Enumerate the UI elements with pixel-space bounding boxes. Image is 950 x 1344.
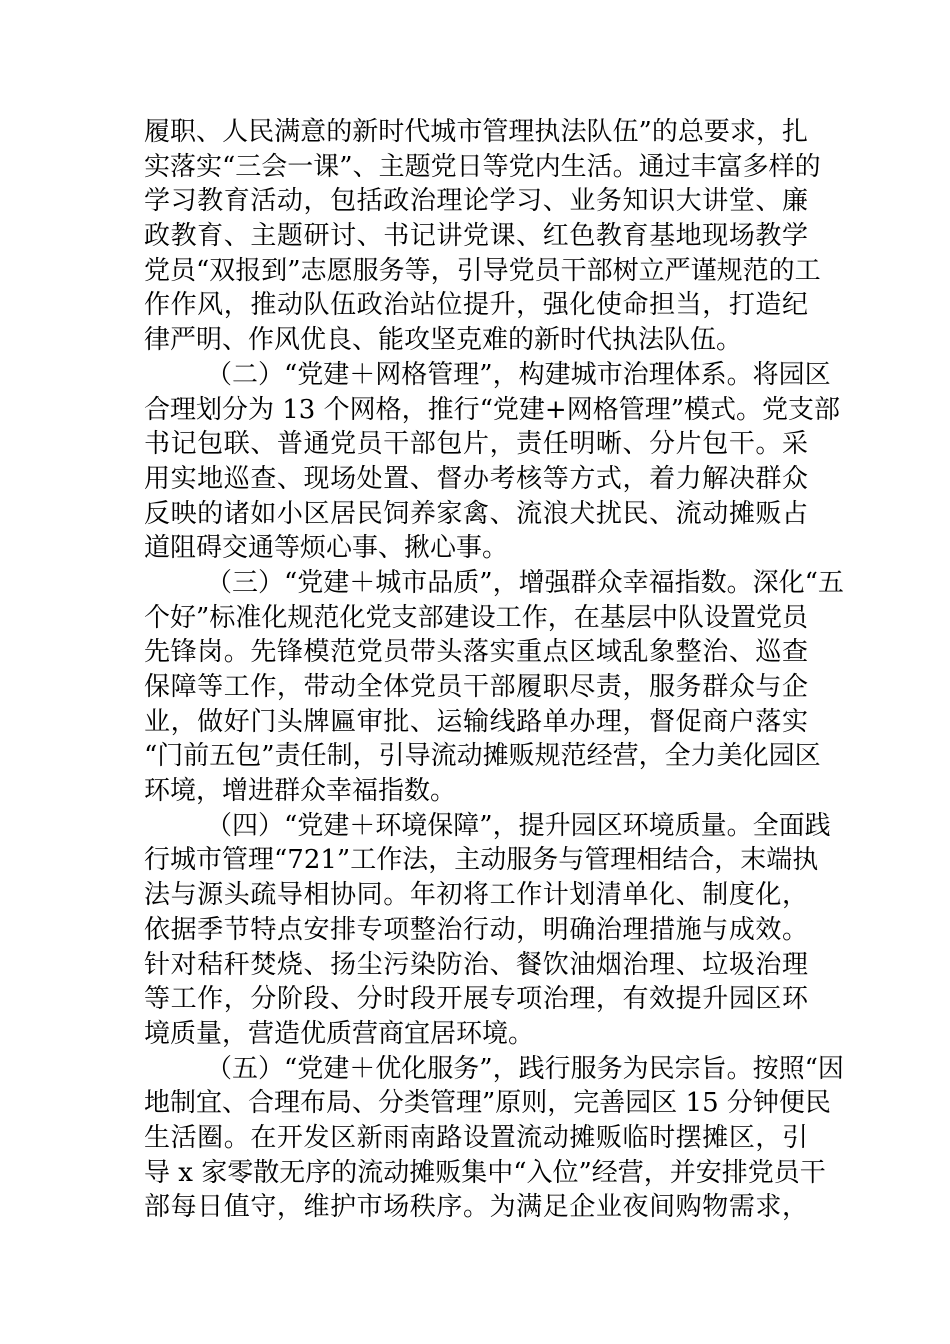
- text-line: 行城市管理“721”工作法，主动服务与管理相结合，末端执: [144, 845, 819, 876]
- text-line: 依据季节特点安排专项整治行动，明确治理措施与成效。: [144, 914, 808, 945]
- section-heading-line: （三）“党建＋城市品质”，增强群众幸福指数。深化“五: [206, 567, 844, 598]
- text-line: 书记包联、普通党员干部包片，责任明晰、分片包干。采: [144, 429, 808, 460]
- text-line: 地制宜、合理布局、分类管理”原则，完善园区 15 分钟便民: [144, 1088, 831, 1119]
- text-line: 业，做好门头牌匾审批、运输线路单办理，督促商户落实: [144, 706, 808, 737]
- text-line: 反映的诸如小区居民饲养家禽、流浪犬扰民、流动摊贩占: [144, 498, 808, 529]
- text-line: 党员“双报到”志愿服务等，引导党员干部树立严谨规范的工: [144, 255, 821, 286]
- text-line: 作作风，推动队伍政治站位提升，强化使命担当，打造纪: [144, 290, 808, 321]
- text-line: 部每日值守，维护市场秩序。为满足企业夜间购物需求，: [144, 1192, 808, 1223]
- section-heading-line: （五）“党建＋优化服务”，践行服务为民宗旨。按照“因: [206, 1053, 844, 1084]
- text-line: 针对秸秆焚烧、扬尘污染防治、餐饮油烟治理、垃圾治理: [144, 949, 808, 980]
- text-line: 等工作，分阶段、分时段开展专项治理，有效提升园区环: [144, 984, 808, 1015]
- text-line: 个好”标准化规范化党支部建设工作，在基层中队设置党员: [144, 602, 808, 633]
- text-line: 法与源头疏导相协同。年初将工作计划清单化、制度化，: [144, 880, 808, 911]
- text-line: 环境，增进群众幸福指数。: [144, 776, 457, 807]
- text-line: “门前五包”责任制，引导流动摊贩规范经营，全力美化园区: [144, 741, 821, 772]
- text-line: 律严明、作风优良、能攻坚克难的新时代执法队伍。: [144, 325, 743, 356]
- section-heading-line: （二）“党建＋网格管理”，构建城市治理体系。将园区: [206, 359, 831, 390]
- text-line: 履职、人民满意的新时代城市管理执法队伍”的总要求，扎: [144, 117, 808, 147]
- text-line: 导 x 家零散无序的流动摊贩集中“入位”经营，并安排党员干: [144, 1157, 826, 1188]
- text-line: 政教育、主题研讨、书记讲党课、红色教育基地现场教学: [144, 221, 808, 252]
- text-line: 先锋岗。先锋模范党员带头落实重点区域乱象整治、巡查: [144, 637, 808, 668]
- section-heading-line: （四）“党建＋环境保障”，提升园区环境质量。全面践: [206, 810, 831, 841]
- text-line: 实落实“三会一课”、主题党日等党内生活。通过丰富多样的: [144, 151, 821, 182]
- text-line: 道阻碍交通等烦心事、揪心事。: [144, 533, 509, 564]
- text-line: 保障等工作，带动全体党员干部履职尽责，服务群众与企: [144, 672, 808, 702]
- text-line: 合理划分为 13 个网格，推行“党建+网格管理”模式。党支部: [144, 394, 840, 425]
- text-line: 生活圈。在开发区新雨南路设置流动摊贩临时摆摊区，引: [144, 1122, 808, 1153]
- text-line: 用实地巡查、现场处置、督办考核等方式，着力解决群众: [144, 463, 808, 494]
- document-body: [144, 115, 844, 1225]
- text-line: 境质量，营造优质营商宜居环境。: [144, 1018, 535, 1049]
- text-line: 学习教育活动，包括政治理论学习、业务知识大讲堂、廉: [144, 186, 808, 217]
